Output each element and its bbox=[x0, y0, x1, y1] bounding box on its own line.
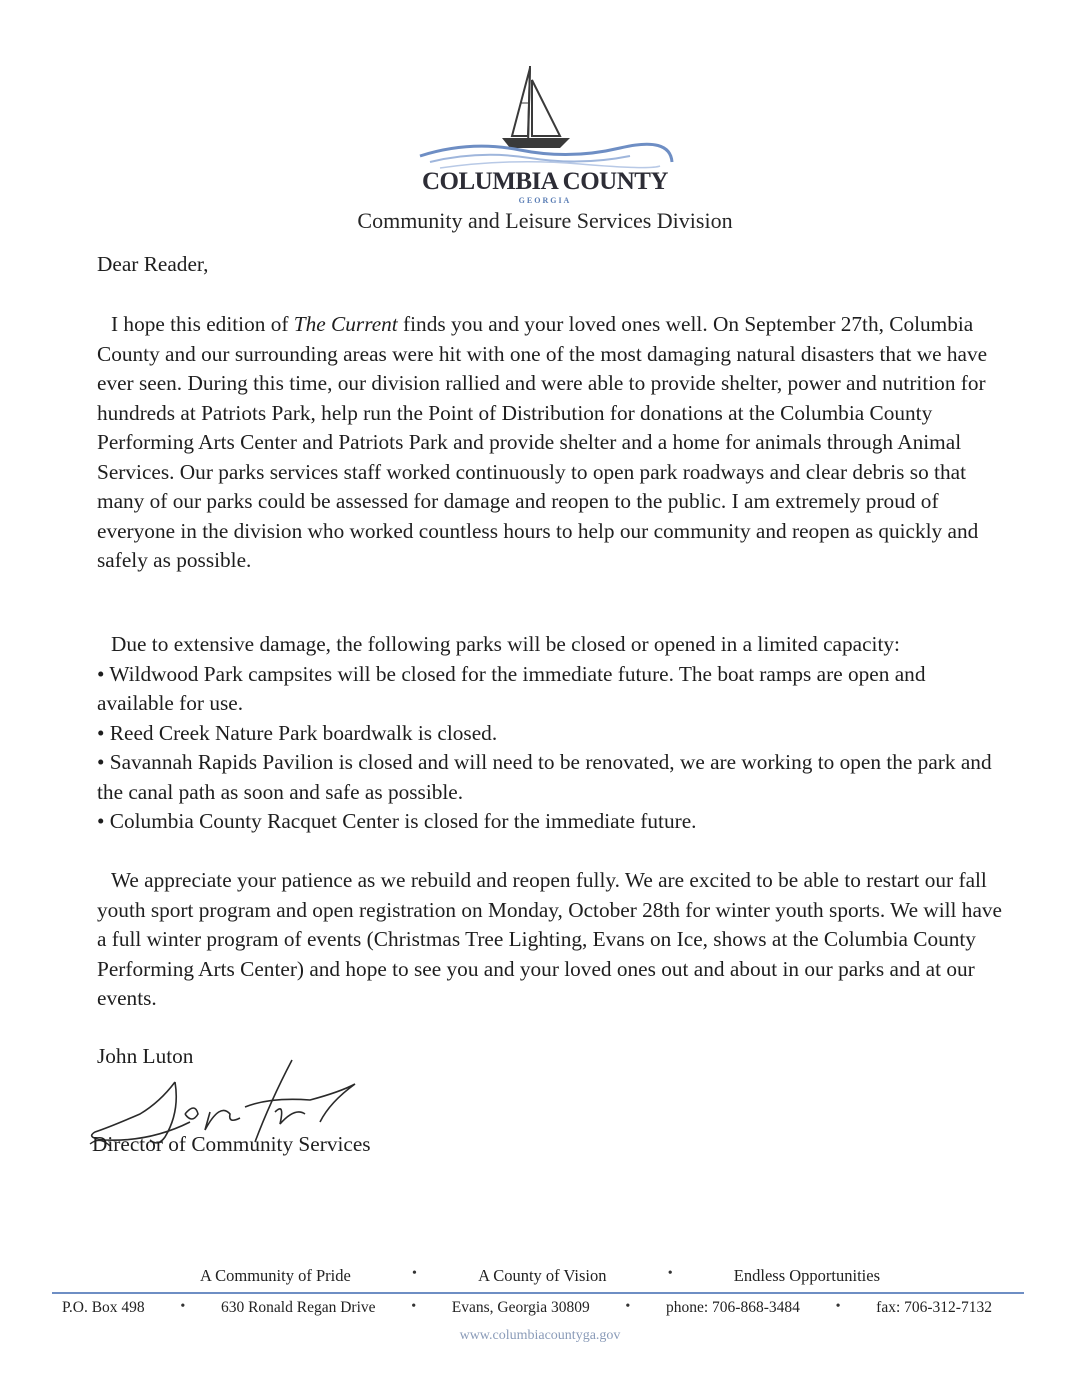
closure-item: • Savannah Rapids Pavilion is closed and will need to be renovated, we are working to open the park and the canal path as soon and safe as possible. bbox=[97, 750, 992, 804]
bullet-separator: • bbox=[180, 1299, 186, 1314]
org-name: COLUMBIA COUNTY bbox=[422, 168, 668, 195]
footer-contacts bbox=[62, 1299, 992, 1317]
closure-item: • Wildwood Park campsites will be closed for the immediate future. The boat ramps are open and available for use. bbox=[97, 661, 926, 715]
signer-name: John Luton bbox=[97, 1044, 194, 1068]
signer-title: Director of Community Services bbox=[92, 1132, 371, 1156]
contact-city: Evans, Georgia 30809 bbox=[451, 1299, 590, 1316]
contact-street: 630 Ronald Regan Drive bbox=[220, 1299, 376, 1316]
bullet-separator: • bbox=[625, 1299, 631, 1314]
closures-section bbox=[97, 630, 1007, 837]
closures-intro: Due to extensive damage, the following parks will be closed or opened in a limited capacity: bbox=[111, 632, 900, 656]
website-link[interactable]: www.columbiacountyga.gov bbox=[459, 1328, 621, 1343]
para1-before: I hope this edition of bbox=[111, 312, 294, 336]
bullet-separator: • bbox=[835, 1299, 841, 1314]
salutation: Dear Reader, bbox=[97, 252, 209, 276]
footer-divider bbox=[52, 1292, 1024, 1294]
bullet-separator: • bbox=[667, 1266, 673, 1281]
closure-item: • Reed Creek Nature Park boardwalk is closed. bbox=[97, 720, 498, 745]
contact-po-box: P.O. Box 498 bbox=[62, 1299, 145, 1316]
bullet-separator: • bbox=[411, 1266, 417, 1281]
bullet-separator: • bbox=[411, 1299, 417, 1314]
para1-after: finds you and your loved ones well. On September 27th, Columbia County and our surrounding areas were hit with one of the most damaging natural disasters that we have ever seen. During this time, our division rallied and were able to provide shelter, power and nutrition for hundreds at Patriots Park, help run the Point of Distribution for donations at the Columbia County Performing Arts Center and Patriots Park and provide shelter and a home for animals through Animal Services. Our parks services staff worked continuously to open park roadways and clear debris so that many of our parks could be assessed for damage and reopen to the public. I am extremely proud of everyone in the division who worked countless hours to help our community and reopen as quickly and safely as possible. bbox=[97, 312, 988, 572]
paragraph-intro bbox=[97, 310, 1007, 576]
division-name: Community and Leisure Services Division bbox=[357, 208, 733, 233]
publication-title: The Current bbox=[293, 312, 398, 336]
contact-phone: phone: 706-868-3484 bbox=[665, 1299, 800, 1316]
contact-fax: fax: 706-312-7132 bbox=[876, 1299, 992, 1316]
closure-item: • Columbia County Racquet Center is closed for the immediate future. bbox=[97, 809, 697, 833]
motto: Endless Opportunities bbox=[733, 1266, 880, 1285]
motto: A County of Vision bbox=[478, 1266, 607, 1285]
footer-mottos bbox=[200, 1266, 880, 1286]
org-state: GEORGIA bbox=[518, 196, 572, 205]
motto: A Community of Pride bbox=[200, 1266, 351, 1285]
paragraph-closing: We appreciate your patience as we rebuild and reopen fully. We are excited to be able to restart our fall youth sport program and open registration on Monday, October 28th for winter youth sports. We will have a full winter program of events (Christmas Tree Lighting, Evans on Ice, shows at the Columbia County Performing Arts Center) and hope to see you and your loved ones out and about in our parks and at our events. bbox=[97, 868, 1003, 1010]
